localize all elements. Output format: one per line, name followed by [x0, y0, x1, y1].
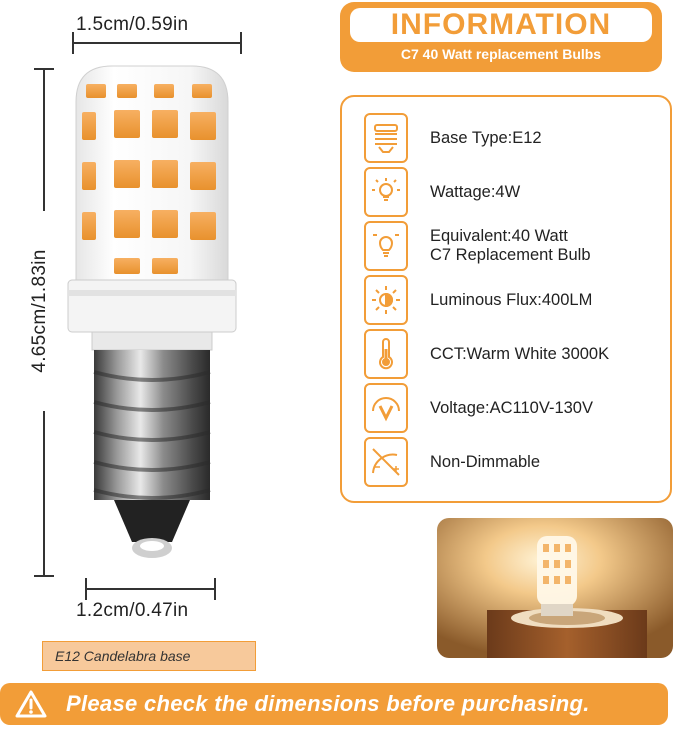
spec-equivalent — [430, 227, 591, 265]
spec-row-wattage — [364, 167, 664, 217]
base-width-label: 1.2cm/0.47in — [76, 600, 189, 621]
spec-list-panel — [340, 95, 672, 503]
top-width-label: 1.5cm/0.59in — [76, 14, 189, 35]
warning-icon — [14, 689, 48, 719]
luminous-sun-icon — [364, 275, 408, 325]
spec-row-equivalent — [364, 221, 664, 271]
information-subtitle: C7 40 Watt replacement Bulbs — [400, 46, 602, 62]
equivalent-bulb-icon — [364, 221, 408, 271]
spec-row-voltage — [364, 383, 664, 433]
warning-text: Please check the dimensions before purchasing. — [66, 691, 590, 716]
information-title: INFORMATION — [390, 8, 612, 41]
spec-base-type: Base Type:E12 — [430, 128, 542, 147]
spec-equivalent-line2: C7 Replacement Bulb — [430, 246, 591, 264]
spec-row-luminous-flux — [364, 275, 664, 325]
height-label: 4.65cm/1.83in — [29, 211, 51, 411]
thermometer-icon — [364, 329, 408, 379]
spec-wattage: Wattage:4W — [430, 182, 521, 201]
bulb-base-icon — [364, 113, 408, 163]
information-header — [340, 2, 662, 72]
spec-dimmable: Non-Dimmable — [430, 452, 541, 471]
led-bulb-illustration — [62, 62, 242, 582]
non-dimmable-icon — [364, 437, 408, 487]
warning-banner — [0, 683, 668, 725]
spec-luminous-flux: Luminous Flux:400LM — [430, 290, 593, 309]
voltage-gauge-icon — [364, 383, 408, 433]
information-title-pill — [350, 8, 652, 42]
spec-equivalent-line1: Equivalent:40 Watt — [430, 227, 568, 245]
sun-bulb-icon — [364, 167, 408, 217]
spec-voltage: Voltage:AC110V-130V — [430, 398, 593, 417]
base-type-label: E12 Candelabra base — [42, 641, 256, 671]
product-photo — [437, 518, 673, 658]
spec-row-base-type — [364, 113, 664, 163]
spec-cct: CCT:Warm White 3000K — [430, 344, 610, 363]
spec-row-cct — [364, 329, 664, 379]
spec-row-dimmable — [364, 437, 664, 487]
